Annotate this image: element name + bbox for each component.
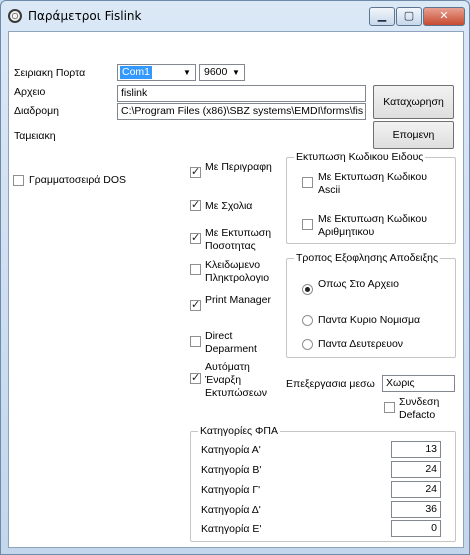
vat-label-d: Κατηγορία Δ' <box>201 504 261 516</box>
window-title: Παράμετροι Fislink <box>28 9 142 23</box>
settlement-label-main-currency: Παντα Κυριο Νομισμα <box>318 314 421 326</box>
option-label-locked-keyboard: Κλειδωμενο Πληκτρολογιο <box>205 259 270 284</box>
app-icon <box>8 9 22 23</box>
chevron-down-icon[interactable]: ▼ <box>183 68 191 77</box>
settlement-label-as-file: Οπως Στο Αρχειο <box>318 278 399 290</box>
dialog-client-area <box>8 31 464 548</box>
minimize-button[interactable]: ▁ <box>369 7 395 26</box>
vat-group <box>190 425 456 542</box>
path-label: Διαδρομη <box>14 105 59 117</box>
option-label-quantity: Με Εκτυπωση Ποσοτητας <box>205 227 272 252</box>
option-label-print-manager: Print Manager <box>205 294 271 306</box>
option-label-description: Με Περιγραφη <box>205 161 272 173</box>
vat-input-e[interactable]: 0 <box>391 520 441 537</box>
default-link-checkbox[interactable] <box>384 402 395 413</box>
settlement-group <box>286 252 456 358</box>
chevron-down-icon[interactable]: ▼ <box>232 68 240 77</box>
serial-port-value: Com1 <box>122 66 151 78</box>
dos-font-checkbox[interactable] <box>13 175 24 186</box>
path-input[interactable]: C:\Program Files (x86)\SBZ systems\EMDI\forms\fis <box>117 103 366 120</box>
maximize-button[interactable]: ▢ <box>396 7 422 26</box>
default-link-label: Συνδεση Defacto <box>399 396 440 421</box>
option-checkbox-description[interactable] <box>190 167 201 178</box>
cash-register-label: Ταμειακη <box>14 130 56 142</box>
option-checkbox-quantity[interactable] <box>190 233 201 244</box>
code-print-group-title: Εκτυπωση Κωδικου Ειδους <box>296 151 424 163</box>
vat-input-c[interactable]: 24 <box>391 481 441 498</box>
vat-input-a[interactable]: 13 <box>391 441 441 458</box>
serial-port-select[interactable] <box>117 64 196 81</box>
settlement-group-title: Τροπος Εξοφλησης Αποδειξης <box>296 252 439 264</box>
code-ascii-checkbox[interactable] <box>302 177 313 188</box>
option-checkbox-auto-print[interactable] <box>190 373 201 384</box>
option-checkbox-comments[interactable] <box>190 200 201 211</box>
settlement-label-secondary: Παντα Δευτερευον <box>318 338 404 350</box>
option-checkbox-direct-department[interactable] <box>190 336 201 347</box>
option-checkbox-print-manager[interactable] <box>190 300 201 311</box>
next-button[interactable]: Επομενη <box>373 121 454 149</box>
vat-label-a: Κατηγορία Α' <box>201 444 261 456</box>
processing-label: Επεξεργασια μεσω <box>286 378 375 390</box>
dos-font-label: Γραμματοσειρά DOS <box>29 174 127 186</box>
code-print-group <box>286 151 456 244</box>
file-input[interactable]: fislink <box>117 85 366 102</box>
option-label-auto-print: Αυτόματη Έναρξη Εκτυπώσεων <box>205 361 268 399</box>
option-checkbox-locked-keyboard[interactable] <box>190 264 201 275</box>
baud-rate-select[interactable] <box>199 64 245 81</box>
vat-label-e: Κατηγορία Ε' <box>201 523 262 535</box>
vat-label-c: Κατηγορία Γ' <box>201 484 261 496</box>
serial-port-label: Σειριακη Πορτα <box>14 67 86 79</box>
settlement-radio-main-currency[interactable] <box>302 315 313 326</box>
baud-rate-value: 9600 <box>204 66 228 78</box>
vat-input-d[interactable]: 36 <box>391 501 441 518</box>
processing-input[interactable]: Χωρις <box>382 375 455 392</box>
code-ascii-label: Με Εκτυπωση Κωδικου Ascii <box>318 171 427 196</box>
settlement-radio-as-file[interactable] <box>302 284 313 295</box>
option-label-direct-department: Direct Deparment <box>205 330 257 355</box>
save-button[interactable]: Καταχωρηση <box>373 85 454 119</box>
vat-group-title: Κατηγορίες ΦΠΑ <box>200 425 278 437</box>
code-numeric-label: Με Εκτυπωση Κωδικου Αριθμητικου <box>318 213 427 238</box>
vat-input-b[interactable]: 24 <box>391 461 441 478</box>
code-numeric-checkbox[interactable] <box>302 219 313 230</box>
close-button[interactable]: ✕ <box>423 7 465 26</box>
option-label-comments: Με Σχολια <box>205 200 253 212</box>
title-bar[interactable] <box>1 1 469 31</box>
vat-label-b: Κατηγορία Β' <box>201 464 262 476</box>
settlement-radio-secondary[interactable] <box>302 339 313 350</box>
file-label: Αρχειο <box>14 86 46 98</box>
